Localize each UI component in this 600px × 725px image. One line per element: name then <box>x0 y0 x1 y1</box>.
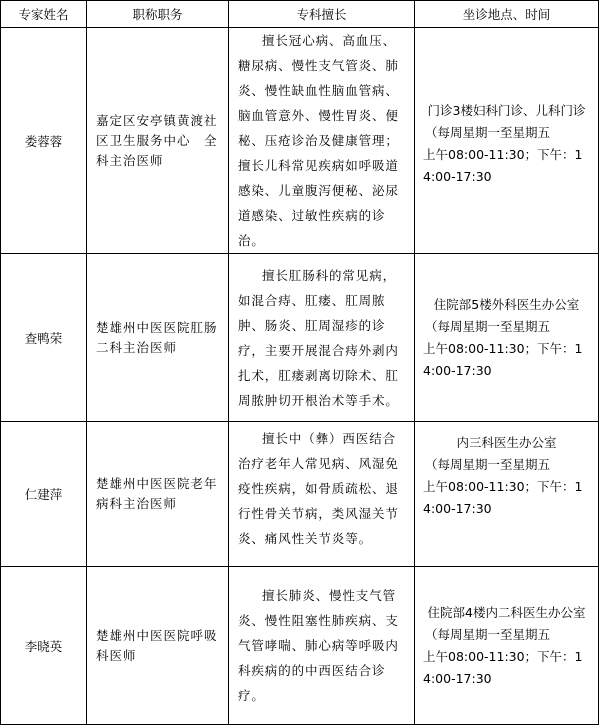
specialty-text: 擅长中（彝）西医结合治疗老年人常见病、风湿免疫性疾病，如骨质疏松、退行性骨关节病，类风湿关节炎、痛风性关节炎等。 <box>238 431 399 546</box>
clinic-hours: 上午08:00-11:30；下午：14:00-17:30 <box>423 340 583 378</box>
expert-specialty <box>229 254 415 422</box>
clinic-location: 门诊3楼妇科门诊、儿科门诊 <box>427 102 586 118</box>
expert-name: 娄蓉蓉 <box>1 28 87 254</box>
specialty-text: 擅长肺炎、慢性支气管炎、慢性阻塞性肺疾病、支气管哮喘、肺心病等呼吸内科疾病的的中西医结合诊疗。 <box>238 588 399 703</box>
clinic-days: （每周星期一至星期五 <box>425 318 551 334</box>
header-location-time: 坐诊地点、时间 <box>415 1 599 28</box>
specialty-text: 擅长冠心病、高血压、糖尿病、慢性支气管炎、肺炎、慢性缺血性脑血管病、脑血管意外、慢性胃炎、便秘、压疮诊治及健康管理；擅长儿科常见疾病如呼吸道感染、儿童腹泻便秘、泌尿道感染、过敏性疾病的诊治。 <box>238 33 399 248</box>
location-time <box>415 567 599 725</box>
expert-name: 仁建萍 <box>1 422 87 567</box>
expert-specialty <box>229 422 415 567</box>
clinic-days: （每周星期一至星期五 <box>425 457 551 472</box>
clinic-hours: 上午08:00-11:30；下午：14:00-17:30 <box>423 648 583 686</box>
location-time <box>415 254 599 422</box>
clinic-location: 住院部5楼外科医生办公室 <box>433 296 580 312</box>
expert-title: 楚雄州中医医院肛肠二科主治医师 <box>87 254 229 422</box>
clinic-location: 内三科医生办公室 <box>456 435 557 450</box>
header-row <box>1 1 599 28</box>
table-row <box>1 422 599 567</box>
expert-specialty <box>229 28 415 254</box>
header-specialty: 专科擅长 <box>229 1 415 28</box>
expert-name: 李晓英 <box>1 567 87 725</box>
table-row <box>1 28 599 254</box>
header-expert-name: 专家姓名 <box>1 1 87 28</box>
table-row <box>1 567 599 725</box>
location-time <box>415 422 599 567</box>
specialty-text: 擅长肛肠科的常见病，如混合痔、肛瘘、肛周脓肿、肠炎、肛周湿疹的诊疗，主要开展混合痔外剥内扎术，肛瘘剥离切除术、肛周脓肿切开根治术等手术。 <box>238 267 399 408</box>
clinic-location: 住院部4楼内二科医生办公室 <box>427 604 586 620</box>
clinic-days: （每周星期一至星期五 <box>425 626 551 642</box>
clinic-hours: 上午08:00-11:30；下午：14:00-17:30 <box>423 479 583 516</box>
location-time <box>415 28 599 254</box>
expert-name: 查鸭荣 <box>1 254 87 422</box>
expert-title: 嘉定区安亭镇黄渡社区卫生服务中心 全科主治医师 <box>87 28 229 254</box>
expert-title: 楚雄州中医医院老年病科主治医师 <box>87 422 229 567</box>
table-row <box>1 254 599 422</box>
expert-specialty <box>229 567 415 725</box>
clinic-days: （每周星期一至星期五 <box>425 124 551 140</box>
header-title-position: 职称职务 <box>87 1 229 28</box>
expert-title: 楚雄州中医医院呼吸科医师 <box>87 567 229 725</box>
clinic-hours: 上午08:00-11:30；下午：14:00-17:30 <box>423 146 583 184</box>
